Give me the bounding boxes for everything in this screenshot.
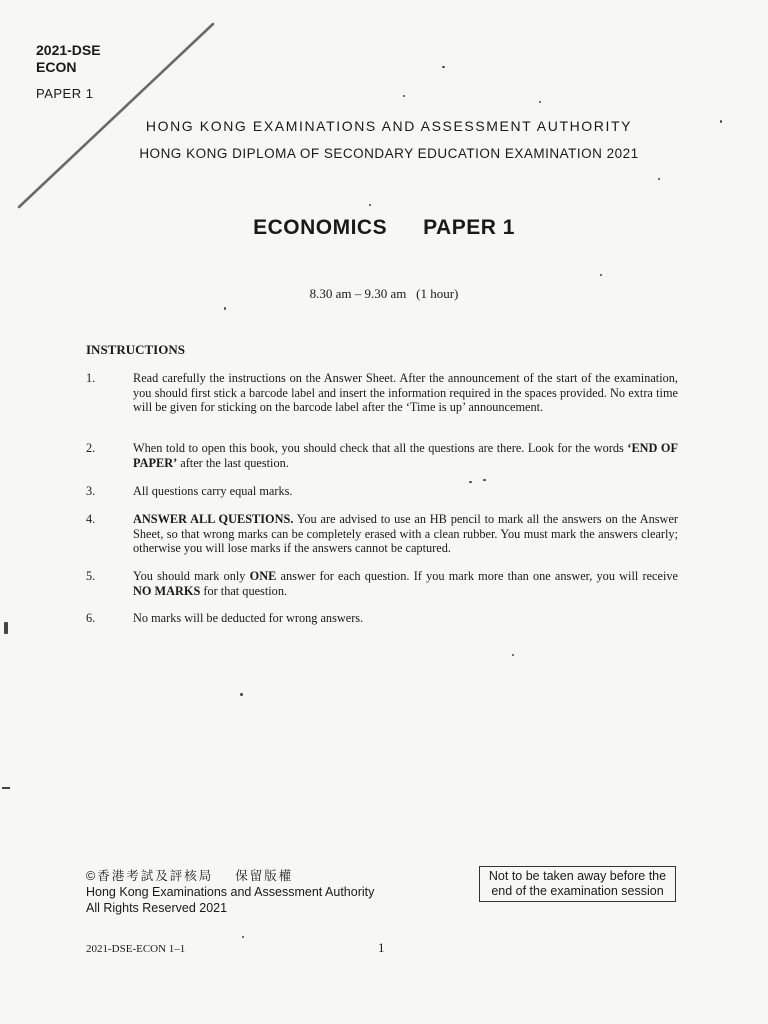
rights-cjk: 保留版權 xyxy=(235,869,294,883)
notice-line: end of the examination session xyxy=(491,884,664,898)
paper-code-subject: ECON xyxy=(36,59,77,75)
scan-mark xyxy=(2,787,10,789)
exam-time: 8.30 am – 9.30 am (1 hour) xyxy=(309,286,459,301)
instruction-item xyxy=(86,441,678,470)
paper-number-title: PAPER 1 xyxy=(423,216,515,239)
scan-speck xyxy=(512,654,514,656)
instruction-item xyxy=(86,371,678,415)
scan-speck xyxy=(658,178,660,180)
scan-speck xyxy=(403,95,405,97)
paper-code xyxy=(36,42,101,76)
instruction-number: 5. xyxy=(86,569,96,583)
instruction-text: All questions carry equal marks. xyxy=(133,484,293,498)
answer-all-term: ANSWER ALL QUESTIONS. xyxy=(133,512,294,526)
scan-speck xyxy=(242,936,244,938)
scan-speck xyxy=(469,481,472,483)
scan-speck xyxy=(369,204,371,206)
paper-label: PAPER 1 xyxy=(36,86,94,101)
scan-mark xyxy=(4,622,8,634)
instruction-text: Read carefully the instructions on the Answer Sheet. After the announcement of the start of the examination, you should first stick a barcode label and insert the information required in the spaces provided. No extra time will be given for sticking on the barcode label after the ‘Time is up’ announcement. xyxy=(133,371,678,414)
copyright-rights: All Rights Reserved 2021 xyxy=(86,901,228,915)
scan-speck xyxy=(720,120,722,123)
notice-box xyxy=(479,866,676,902)
instruction-item xyxy=(86,512,678,556)
instruction-number: 6. xyxy=(86,611,96,625)
copyright-block xyxy=(86,868,374,916)
exam-heading: HONG KONG DIPLOMA OF SECONDARY EDUCATION EXAMINATION 2021 xyxy=(139,146,639,161)
instruction-number: 1. xyxy=(86,371,96,385)
instruction-text: ANSWER ALL QUESTIONS. You are advised to use an HB pencil to mark all the answers on the Answer Sheet, so that wrong marks can be completely erased with a clean rubber. You must mark the answers clearly; otherwise you will lose marks if the answers cannot be captured. xyxy=(133,512,678,555)
copyright-authority: Hong Kong Examinations and Assessment Authority xyxy=(86,885,375,899)
instruction-number: 3. xyxy=(86,484,96,498)
scan-speck xyxy=(483,479,486,481)
one-term: ONE xyxy=(249,569,277,583)
subject-title: ECONOMICS xyxy=(253,216,388,239)
scan-speck xyxy=(600,274,602,276)
scan-speck xyxy=(240,693,243,696)
page-number: 1 xyxy=(378,940,385,955)
paper-title xyxy=(0,216,768,240)
instruction-item xyxy=(86,569,678,598)
scan-speck xyxy=(539,101,541,103)
instruction-number: 4. xyxy=(86,512,96,526)
copyright-cjk: ©香港考試及評核局 xyxy=(86,869,214,883)
instruction-number: 2. xyxy=(86,441,96,455)
no-marks-term: NO MARKS xyxy=(133,583,201,598)
instructions-heading: INSTRUCTIONS xyxy=(86,342,185,357)
paper-code-year: 2021-DSE xyxy=(36,42,101,58)
instruction-text: When told to open this book, you should check that all the questions are there. Look for the words ‘END OF PAPER’ after the last question. xyxy=(133,441,678,470)
instruction-text: You should mark only ONE answer for each question. If you mark more than one answer, you will receive NO MARKS for that question. xyxy=(133,569,678,598)
scan-speck xyxy=(224,307,226,310)
end-of-paper-term: ‘END OF PAPER’ xyxy=(133,441,678,470)
instruction-item xyxy=(86,611,678,626)
scan-speck xyxy=(442,66,445,68)
page-code: 2021-DSE-ECON 1–1 xyxy=(86,943,186,955)
instruction-text: No marks will be deducted for wrong answers. xyxy=(133,611,364,625)
notice-line: Not to be taken away before the xyxy=(488,869,667,883)
authority-heading: HONG KONG EXAMINATIONS AND ASSESSMENT AUTHORITY xyxy=(145,118,633,134)
instruction-item xyxy=(86,484,678,499)
